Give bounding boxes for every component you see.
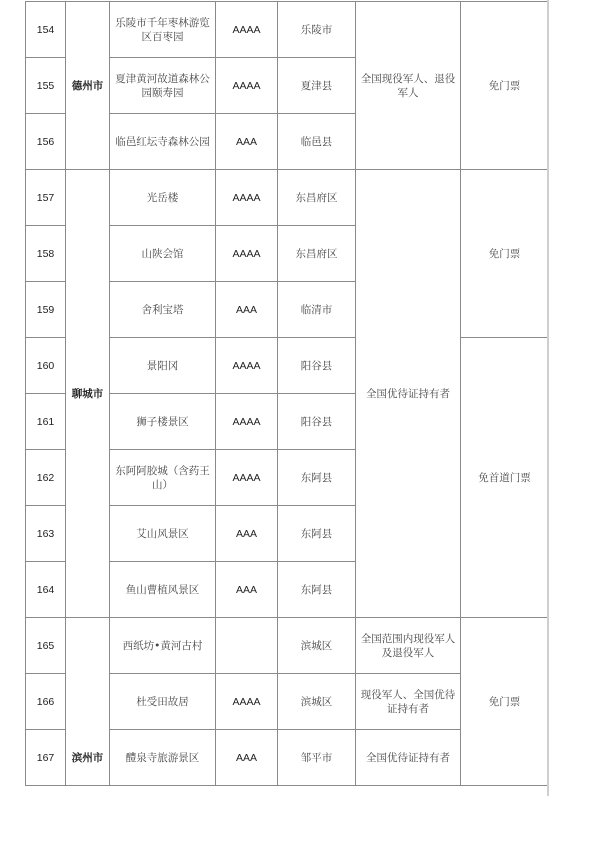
row-number: 162 bbox=[26, 450, 66, 506]
discount-policy: 免门票 bbox=[461, 618, 549, 786]
scenic-level: AAAA bbox=[216, 170, 278, 226]
scenic-level: AAAA bbox=[216, 394, 278, 450]
eligible-group: 现役军人、全国优待证持有者 bbox=[356, 674, 461, 730]
row-number: 155 bbox=[26, 58, 66, 114]
scenic-name: 艾山风景区 bbox=[110, 506, 216, 562]
table-row bbox=[26, 618, 549, 674]
row-number: 159 bbox=[26, 282, 66, 338]
scenic-level: AAAA bbox=[216, 450, 278, 506]
scenic-level: AAAA bbox=[216, 58, 278, 114]
scenic-name: 乐陵市千年枣林游览区百枣园 bbox=[110, 2, 216, 58]
district: 滨城区 bbox=[278, 674, 356, 730]
scenic-level: AAA bbox=[216, 282, 278, 338]
district: 东阿县 bbox=[278, 506, 356, 562]
discount-policy: 免首道门票 bbox=[461, 338, 549, 618]
row-number: 158 bbox=[26, 226, 66, 282]
scenic-name: 光岳楼 bbox=[110, 170, 216, 226]
scenic-name: 景阳冈 bbox=[110, 338, 216, 394]
row-number: 157 bbox=[26, 170, 66, 226]
scenic-name: 临邑红坛寺森林公园 bbox=[110, 114, 216, 170]
district: 临清市 bbox=[278, 282, 356, 338]
district: 东阿县 bbox=[278, 450, 356, 506]
scenic-name: 西纸坊•黄河古村 bbox=[110, 618, 216, 674]
scenic-name: 东阿阿胶城（含药王山） bbox=[110, 450, 216, 506]
district: 东阿县 bbox=[278, 562, 356, 618]
row-number: 161 bbox=[26, 394, 66, 450]
row-number: 164 bbox=[26, 562, 66, 618]
row-number: 160 bbox=[26, 338, 66, 394]
district: 阳谷县 bbox=[278, 338, 356, 394]
eligible-group: 全国优待证持有者 bbox=[356, 730, 461, 786]
table-right-border-shadow bbox=[547, 0, 549, 796]
scenic-name: 山陕会馆 bbox=[110, 226, 216, 282]
row-number: 166 bbox=[26, 674, 66, 730]
scenic-name: 狮子楼景区 bbox=[110, 394, 216, 450]
table-row bbox=[26, 170, 549, 226]
district: 阳谷县 bbox=[278, 394, 356, 450]
scenic-level: AAAA bbox=[216, 338, 278, 394]
scenic-name: 夏津黄河故道森林公园颐寿园 bbox=[110, 58, 216, 114]
table-row bbox=[26, 2, 549, 58]
scenic-level: AAA bbox=[216, 730, 278, 786]
scenic-spots-table bbox=[25, 1, 549, 786]
row-number: 163 bbox=[26, 506, 66, 562]
district: 东昌府区 bbox=[278, 170, 356, 226]
city-cell: 德州市 bbox=[66, 2, 110, 170]
eligible-group: 全国现役军人、退役军人 bbox=[356, 2, 461, 170]
scenic-level: AAA bbox=[216, 562, 278, 618]
row-number: 154 bbox=[26, 2, 66, 58]
district: 临邑县 bbox=[278, 114, 356, 170]
eligible-group: 全国优待证持有者 bbox=[356, 170, 461, 618]
row-number: 165 bbox=[26, 618, 66, 674]
scenic-level: AAAA bbox=[216, 226, 278, 282]
row-number: 167 bbox=[26, 730, 66, 786]
scenic-level: AAA bbox=[216, 114, 278, 170]
scenic-name: 杜受田故居 bbox=[110, 674, 216, 730]
district: 乐陵市 bbox=[278, 2, 356, 58]
city-cell: 滨州市 bbox=[66, 618, 110, 786]
scenic-level bbox=[216, 618, 278, 674]
discount-policy: 免门票 bbox=[461, 2, 549, 170]
district: 滨城区 bbox=[278, 618, 356, 674]
scenic-name: 舍利宝塔 bbox=[110, 282, 216, 338]
scenic-name: 鱼山曹植风景区 bbox=[110, 562, 216, 618]
district: 邹平市 bbox=[278, 730, 356, 786]
district: 东昌府区 bbox=[278, 226, 356, 282]
scenic-level: AAA bbox=[216, 506, 278, 562]
scenic-level: AAAA bbox=[216, 674, 278, 730]
scenic-level: AAAA bbox=[216, 2, 278, 58]
row-number: 156 bbox=[26, 114, 66, 170]
district: 夏津县 bbox=[278, 58, 356, 114]
discount-policy: 免门票 bbox=[461, 170, 549, 338]
city-cell: 聊城市 bbox=[66, 170, 110, 618]
scenic-name: 醴泉寺旅游景区 bbox=[110, 730, 216, 786]
eligible-group: 全国范围内现役军人及退役军人 bbox=[356, 618, 461, 674]
